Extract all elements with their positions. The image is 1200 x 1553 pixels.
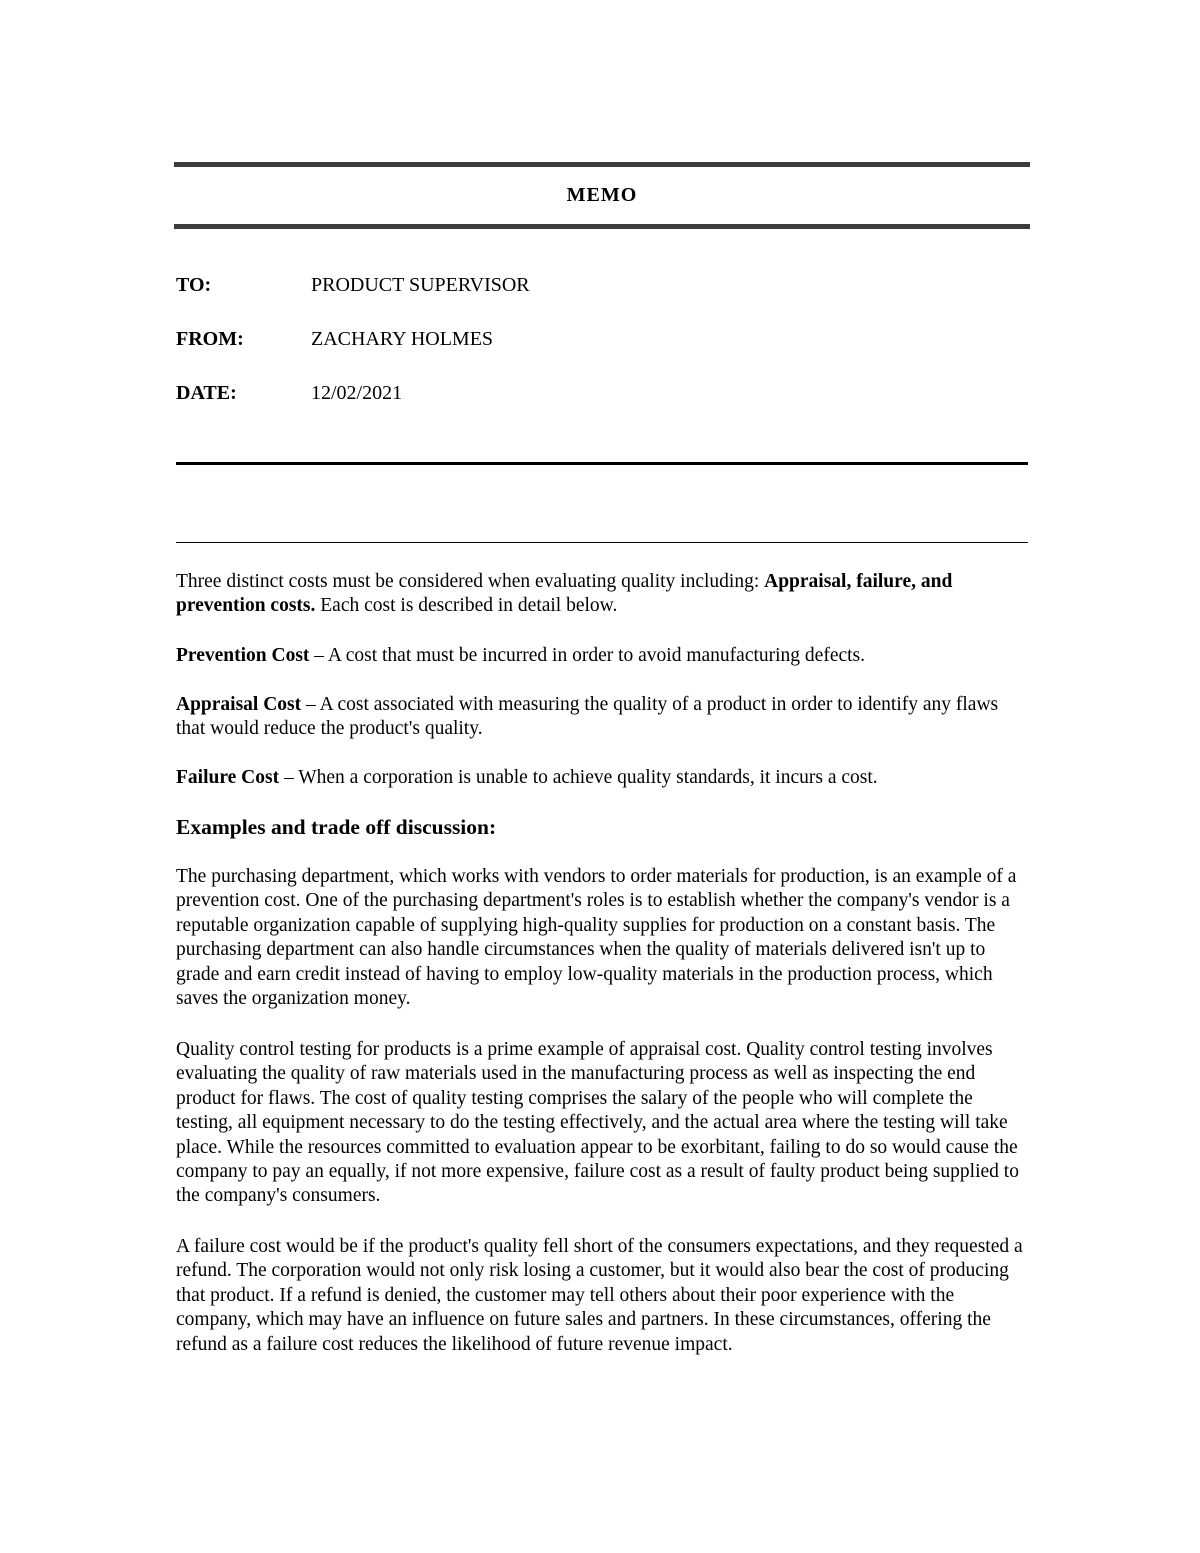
to-label: TO: [176, 274, 212, 296]
intro-text: Three distinct costs must be considered when evaluating quality including: [176, 571, 765, 592]
intro-paragraph [176, 570, 1028, 619]
failure-cost-term: Failure Cost [176, 767, 280, 788]
body-divider-rule [176, 542, 1028, 543]
appraisal-cost-term: Appraisal Cost [176, 694, 302, 715]
prevention-cost-text: – A cost that must be incurred in order to avoid manufacturing defects. [309, 645, 866, 666]
intro-text-after: Each cost is described in detail below. [315, 595, 618, 617]
memo-top-rule [174, 162, 1030, 167]
intro-bold-costs: Appraisal, failure, and prevention costs. [176, 571, 953, 617]
prevention-cost-term: Prevention Cost [176, 645, 310, 666]
from-label: FROM: [176, 328, 244, 350]
appraisal-cost-text: – A cost associated with measuring the quality of a product in order to identify any flaws that would reduce the product's quality. [176, 694, 999, 740]
appraisal-example-paragraph: Quality control testing for products is a prime example of appraisal cost. Quality control testing involves evaluating the quality of raw materials used in the manufacturing process as well as inspecting the end product for flaws. The cost of quality testing comprises the salary of the people who will complete the testing, all equipment necessary to do the testing effectively, and the actual area where the testing will take place. While the resources committed to evaluation appear to be exorbitant, failing to do so would cause the company to pay an equally, if not more expensive, failure cost as a result of faulty product being supplied to the company's consumers. [176, 1039, 1019, 1207]
memo-title: MEMO [566, 184, 638, 206]
to-value: PRODUCT SUPERVISOR [311, 274, 530, 296]
date-value: 12/02/2021 [311, 382, 403, 404]
failure-cost-definition [176, 766, 1028, 790]
from-value: ZACHARY HOLMES [311, 328, 494, 350]
header-divider-rule [176, 462, 1028, 465]
date-label: DATE: [176, 382, 237, 404]
memo-title-bottom-rule [174, 224, 1030, 229]
failure-example-paragraph: A failure cost would be if the product's quality fell short of the consumers expectations, and they requested a refund. The corporation would not only risk losing a customer, but it would also bear the cost of producing that product. If a refund is denied, the customer may tell others about their poor experience with the company, which may have an influence on future sales and partners. In these circumstances, offering the refund as a failure cost reduces the likelihood of future revenue impact. [176, 1236, 1023, 1355]
prevention-example-paragraph: The purchasing department, which works with vendors to order materials for production, is an example of a prevention cost. One of the purchasing department's roles is to establish whether the company's vendor is a reputable organization capable of supplying high-quality supplies for production on a constant basis. The purchasing department can also handle circumstances when the quality of materials delivered isn't up to grade and earn credit instead of having to employ low-quality materials in the production process, which saves the organization money. [176, 866, 1017, 1010]
examples-heading: Examples and trade off discussion: [176, 815, 497, 839]
prevention-cost-definition [176, 644, 1028, 668]
appraisal-cost-definition [176, 693, 1028, 742]
failure-cost-text: – When a corporation is unable to achieve quality standards, it incurs a cost. [279, 767, 878, 788]
